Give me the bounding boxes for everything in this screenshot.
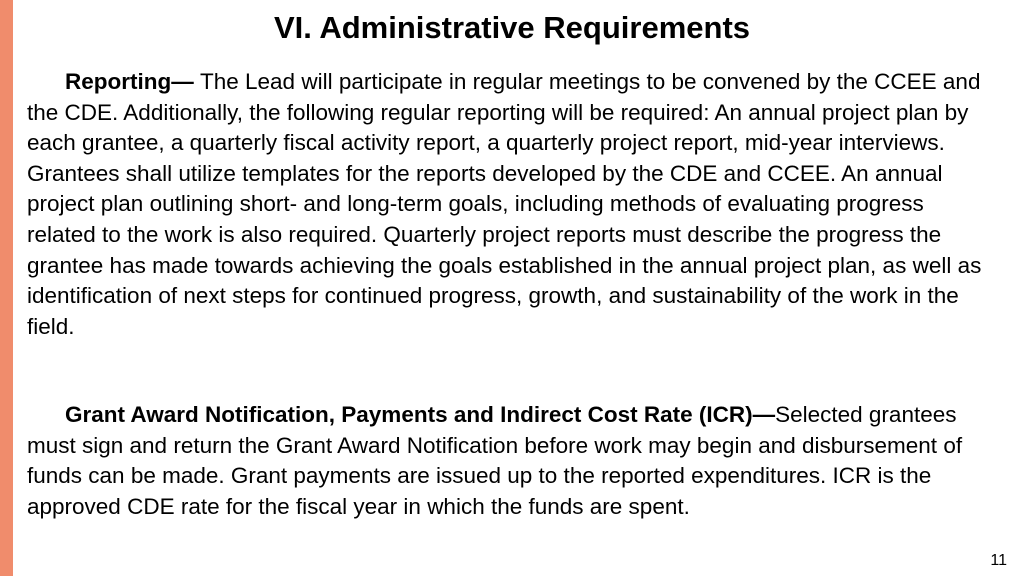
page-number: 11 — [990, 552, 1007, 569]
slide-accent-bar — [0, 0, 13, 576]
grant-award-body: Selected grantees must sign and return the Grant Award Notification before work may begin and disbursement of funds can be made. Grant payments are issued up to the reported expenditures. ICR is the approved CDE rate for the fiscal year in which the funds are spent. — [27, 402, 963, 519]
grant-award-heading: Grant Award Notification, Payments and Indirect Cost Rate (ICR)— — [65, 402, 776, 427]
slide-title: VI. Administrative Requirements — [273, 10, 751, 45]
reporting-heading: Reporting— — [65, 69, 200, 94]
reporting-body: The Lead will participate in regular meetings to be convened by the CCEE and the CDE. Additionally, the following regular reporting will be required: An annual project plan by each grantee, a quarterly fiscal activity report, a quarterly project report, mid-year interviews. Grantees shall utilize templates for the reports developed by the CDE and CCEE. An annual project plan outlining short- and long-term goals, including methods of evaluating progress related to the work is also required. Quarterly project reports must describe the progress the grantee has made towards achieving the goals established in the annual project plan, as well as identification of next steps for continued progress, growth, and sustainability of the work in the field. — [27, 69, 982, 339]
reporting-paragraph — [27, 67, 989, 342]
grant-award-paragraph — [27, 400, 989, 522]
